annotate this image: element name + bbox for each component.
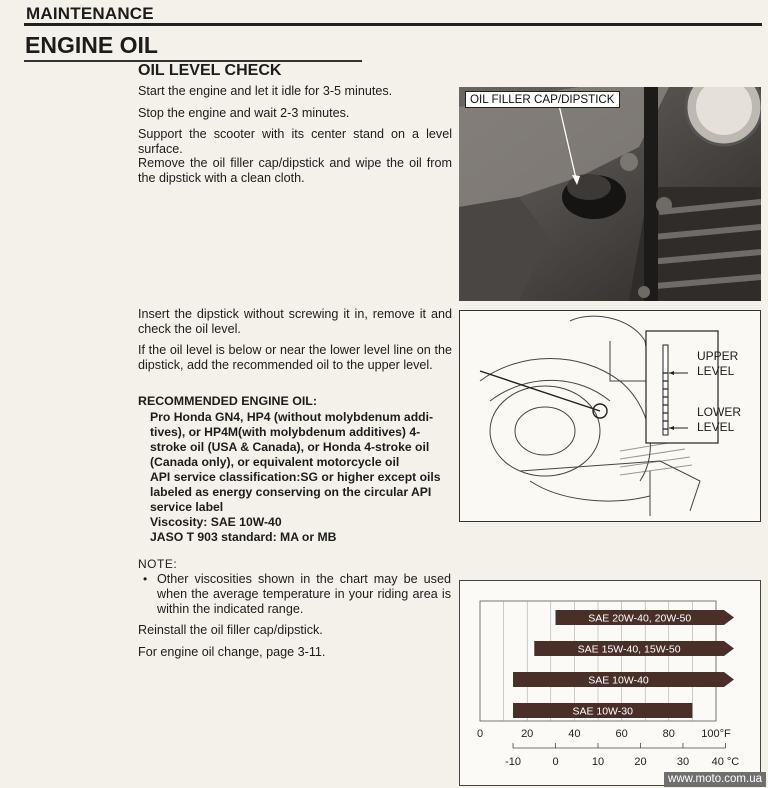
bar-label: SAE 10W-40: [588, 674, 649, 687]
page-title: ENGINE OIL: [25, 32, 158, 58]
dipstick-diagram: [459, 310, 761, 522]
tick-label-f: 20: [521, 728, 534, 740]
tick-label-c: 10: [591, 756, 605, 768]
upper-level-label: LEVEL: [697, 364, 735, 378]
reinstall-text: Reinstall the oil filler cap/dipstick.: [138, 623, 323, 637]
note-label: NOTE:: [138, 557, 178, 571]
recommended-oil-line: API service classification:SG or higher except oils: [150, 470, 441, 484]
tick-label-f: 80: [662, 728, 675, 740]
step-text: Support the scooter with its center stand on a level surface.: [138, 127, 452, 156]
bar-label: SAE 15W-40, 15W-50: [577, 643, 681, 656]
lower-level-label: LEVEL: [697, 420, 735, 434]
recommended-oil-line: JASO T 903 standard: MA or MB: [150, 530, 337, 544]
lower-level-label: LOWER: [697, 405, 742, 419]
viscosity-chart-svg: [460, 581, 760, 785]
tick-label-c: 0: [552, 756, 559, 768]
tick-label-f: 100°F: [701, 728, 731, 740]
oil-change-reference: For engine oil change, page 3-11.: [138, 645, 326, 659]
header-rule: [24, 23, 762, 26]
scooter-engine-photo: [459, 87, 761, 301]
tick-label-c: 30: [676, 756, 690, 768]
bar-label: SAE 10W-30: [572, 705, 633, 718]
viscosity-chart: [459, 580, 761, 786]
section-heading: OIL LEVEL CHECK: [138, 62, 282, 79]
recommended-oil-heading: RECOMMENDED ENGINE OIL:: [138, 394, 317, 408]
note-text: Other viscosities shown in the chart may be used when the average temperature in your riding area is within the indicated range.: [157, 572, 451, 616]
photo-callout: OIL FILLER CAP/DIPSTICK: [465, 91, 620, 108]
upper-level-label: UPPER: [697, 349, 739, 363]
tick-label-f: 40: [568, 728, 581, 740]
bar-label: SAE 20W-40, 20W-50: [588, 612, 692, 625]
step-text: If the oil level is below or near the lower level line on the dipstick, add the recommended oil to the upper level.: [138, 343, 452, 372]
step-text: Start the engine and let it idle for 3-5 minutes.: [138, 84, 393, 98]
recommended-oil-line: service label: [150, 500, 224, 514]
recommended-oil-line: (Canada only), or equivalent motorcycle oil: [150, 455, 400, 469]
bullet-icon: •: [143, 572, 148, 586]
tick-label-c: 40 °C: [711, 756, 740, 768]
recommended-oil-line: tives), or HP4M(with molybdenum additives) 4-: [150, 425, 421, 439]
step-text: Remove the oil filler cap/dipstick and wipe the oil from the dipstick with a clean cloth.: [138, 156, 452, 185]
step-text: Stop the engine and wait 2-3 minutes.: [138, 106, 350, 120]
tick-label-f: 60: [615, 728, 628, 740]
recommended-oil-line: stroke oil (USA & Canada), or Honda 4-stroke oil: [150, 440, 430, 454]
recommended-oil-line: labeled as energy conserving on the circular API: [150, 485, 432, 499]
tick-label-c: 20: [634, 756, 647, 768]
tick-label-f: 0: [476, 728, 484, 740]
watermark: www.moto.com.ua: [664, 772, 766, 787]
oil-filler-photo: [459, 87, 761, 301]
section-label: MAINTENANCE: [26, 4, 154, 23]
tick-label-c: -10: [505, 756, 521, 768]
step-text: Insert the dipstick without screwing it in, remove it and check the oil level.: [138, 307, 452, 336]
recommended-oil-line: Pro Honda GN4, HP4 (without molybdenum addi-: [150, 410, 434, 424]
recommended-oil-line: Viscosity: SAE 10W-40: [150, 515, 282, 529]
